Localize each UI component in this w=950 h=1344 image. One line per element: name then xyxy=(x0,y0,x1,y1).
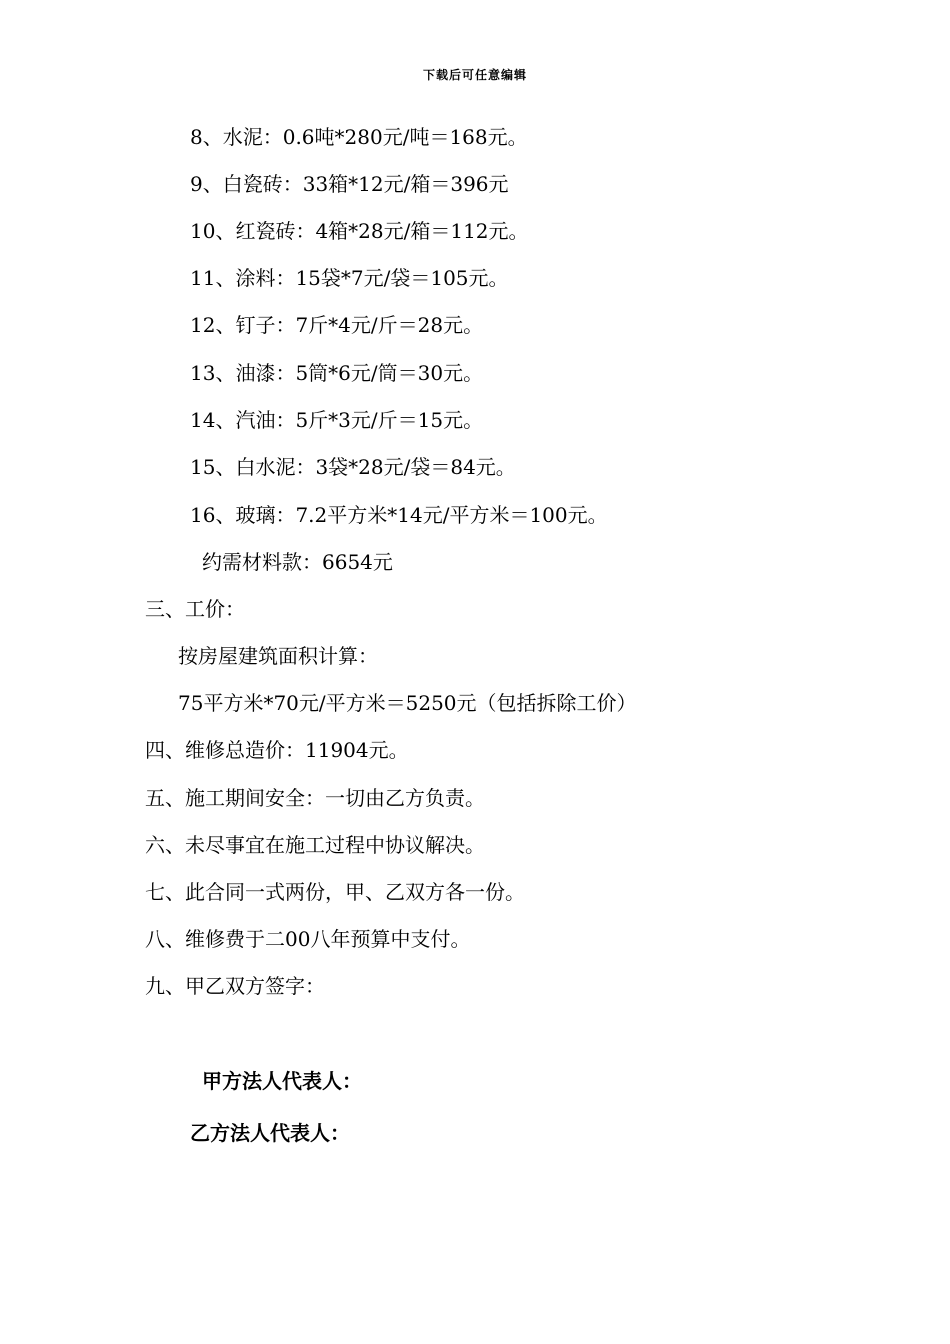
clause-signatures: 九、甲乙双方签字： xyxy=(145,974,325,998)
party-b-signature-label: 乙方法人代表人： xyxy=(190,1121,350,1145)
material-total: 约需材料款：6654元 xyxy=(202,550,393,574)
material-item: 13、油漆：5筒*6元/筒＝30元。 xyxy=(190,361,484,385)
clause-total-cost: 四、维修总造价：11904元。 xyxy=(145,738,409,762)
clause-copies: 七、此合同一式两份，甲、乙双方各一份。 xyxy=(145,880,525,904)
material-item: 16、玻璃：7.2平方米*14元/平方米＝100元。 xyxy=(190,503,608,527)
material-item: 9、白瓷砖：33箱*12元/箱＝396元 xyxy=(190,172,509,196)
clause-safety: 五、施工期间安全：一切由乙方负责。 xyxy=(145,786,485,810)
clause-unresolved-matters: 六、未尽事宜在施工过程中协议解决。 xyxy=(145,833,485,857)
page-header: 下载后可任意编辑 xyxy=(422,68,527,82)
labor-heading: 三、工价： xyxy=(145,597,245,621)
party-a-signature-label: 甲方法人代表人： xyxy=(202,1069,362,1093)
material-item: 10、红瓷砖：4箱*28元/箱＝112元。 xyxy=(190,219,529,243)
labor-basis: 按房屋建筑面积计算： xyxy=(178,644,378,668)
material-item: 8、水泥：0.6吨*280元/吨＝168元。 xyxy=(190,125,528,149)
material-item: 14、汽油：5斤*3元/斤＝15元。 xyxy=(190,408,484,432)
material-item: 15、白水泥：3袋*28元/袋＝84元。 xyxy=(190,455,516,479)
clause-payment: 八、维修费于二00八年预算中支付。 xyxy=(145,927,471,951)
material-item: 11、涂料：15袋*7元/袋＝105元。 xyxy=(190,266,509,290)
labor-formula: 75平方米*70元/平方米＝5250元（包括拆除工价） xyxy=(178,691,637,715)
material-item: 12、钉子：7斤*4元/斤＝28元。 xyxy=(190,313,484,337)
